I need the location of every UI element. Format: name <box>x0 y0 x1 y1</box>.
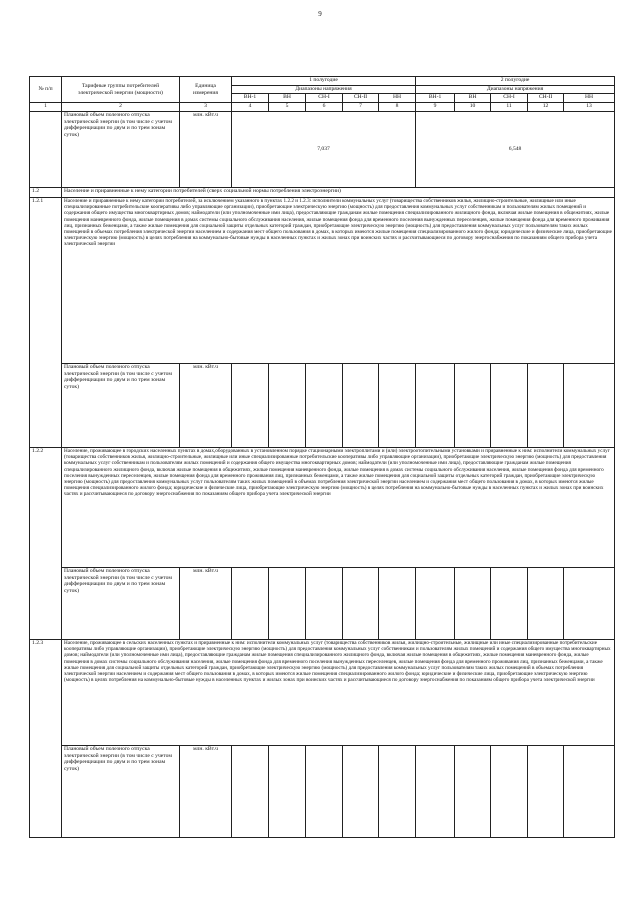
value-cell[interactable] <box>232 568 269 640</box>
planned-volume-label: Плановый объем полезного отпуска электрической энергии (в том числе с учетом дифференциации по двум и по трем зонам суток) <box>62 112 180 188</box>
voltage-level: НН <box>379 94 416 103</box>
value-cell[interactable] <box>306 364 343 448</box>
header-col-no: № п/п <box>30 77 62 103</box>
value-cell[interactable] <box>564 364 615 448</box>
section-1-2-1-planned-row <box>30 364 615 448</box>
section-1-2-1-row <box>30 198 615 364</box>
value-cell[interactable] <box>343 568 379 640</box>
section-description: Население и приравненные к нему категории потребителей, за исключением указанного в пунктах 1.2.2 и 1.2.3: исполнители коммунальных услуг (товарищества собственников жилья, жилищно-строительные, жилищные или иные специализированные потребительские кооперативы либо управляющие организации), приобретающие электрическую энергию (мощность) для предоставления коммунальных услуг собственникам и пользователям жилых помещений и содержания общего имущества многоквартирных домов; наймодатели (или уполномоченные ими лица), предоставляющие гражданам жилые помещения специализированного жилищного фонда, включая жилые помещения в общежитиях, жилые помещения маневренного фонда, жилые помещения в домах системы социального обслуживания населения, жилые помещения фонда для временного поселения вынужденных переселенцев, жилые помещения фонда для временного проживания лиц, признанных беженцами, а также жилые помещения для социальной защиты отдельных категорий граждан, приобретающие электрическую энергию (мощность) для предоставления коммунальных услуг пользователям таких жилых помещений в объемах потребления электрической энергии населением и содержания мест общего пользования в домах, в которых имеются жилые помещения специализированного жилого фонда; юридические и физические лица, приобретающие электрическую энергию (мощность) в целях потребления на коммунально-бытовые нужды в населенных пунктах и жилых зонах при воинских частях и рассчитывающиеся по договору энергоснабжения по показаниям общего прибора учета электрической энергии <box>62 198 615 364</box>
value-cell[interactable] <box>528 568 564 640</box>
column-number: 10 <box>455 103 491 112</box>
section-title: Население и приравненные к нему категории потребителей (сверх социальной нормы потребления электроэнергии) <box>62 188 615 198</box>
value-cell[interactable] <box>416 568 455 640</box>
header-col-groups: Тарифные группы потребителей электрической энергии (мощности) <box>62 77 180 103</box>
value-cell[interactable] <box>491 568 528 640</box>
planned-volume-label: Плановый объем полезного отпуска электрической энергии (в том числе с учетом дифференциации по двум и по трем зонам суток) <box>62 364 180 448</box>
row-number <box>30 112 62 188</box>
value-cell[interactable] <box>379 364 416 448</box>
header-voltage-label-2: Диапазоны напряжения <box>416 86 615 94</box>
value-cell[interactable] <box>232 746 269 838</box>
value-cell[interactable] <box>564 746 615 838</box>
planned-volume-row <box>30 112 615 188</box>
header-row-1 <box>30 77 615 86</box>
column-number: 9 <box>416 103 455 112</box>
section-number: 1.2.2 <box>30 448 62 640</box>
value-cell[interactable] <box>416 746 455 838</box>
column-number-row <box>30 103 615 112</box>
header-voltage-label-1: Диапазоны напряжения <box>232 86 416 94</box>
value-cell[interactable] <box>455 364 491 448</box>
unit-cell: млн. кВт.ч <box>180 112 232 188</box>
page-number: 9 <box>318 10 322 18</box>
value-cell[interactable] <box>491 364 528 448</box>
tariff-table <box>29 76 615 838</box>
section-number: 1.2.3 <box>30 640 62 838</box>
planned-volume-label: Плановый объем полезного отпуска электрической энергии (в том числе с учетом дифференциации по двум и по трем зонам суток) <box>62 568 180 640</box>
section-description: Население, проживающее в городских населенных пунктах в домах,оборудованных в установленном порядке стационарными электроплитами и (или) электроотопительными установками и приравненные к ним: исполнители коммунальных услуг (товарищества собственников жилья, жилищно-строительные, жилищные или иные специализированные потребительские кооперативы либо управляющие организации), приобретающие электрическую энергию (мощность) для предоставления коммунальных услуг собственникам и пользователям жилых помещений и содержания общего имущества многоквартирных домов; наймодатели (или уполномоченные ими лица), предоставляющие гражданам жилые помещения специализированного жилищного фонда, включая жилые помещения в общежитиях, жилые помещения маневренного фонда, жилые помещения в домах системы социального обслуживания населения, жилые помещения фонда для временного поселения вынужденных переселенцев, жилые помещения фонда для временного проживания лиц, признанных беженцами, а также жилые помещения для социальной защиты отдельных категорий граждан, приобретающие электрическую энергию (мощность) для предоставления коммунальных услуг пользователям таких жилых помещений в объемах потребления электрической энергии населением и содержания мест общего пользования в домах, в которых имеются жилые помещения специализированного жилого фонда; юридические и физические лица, приобретающие электрическую энергию (мощность) в целях потребления на коммунально-бытовые нужды в населенных пунктах и жилых зонах при воинских частях и рассчитывающиеся по договору энергоснабжения по показаниям общего прибора учета электрической энергии <box>62 448 615 568</box>
value-cell[interactable] <box>306 568 343 640</box>
section-1-2-3-planned-row <box>30 746 615 838</box>
value-cell[interactable] <box>455 746 491 838</box>
value-cell[interactable] <box>455 568 491 640</box>
voltage-level: СН-II <box>343 94 379 103</box>
value-cell[interactable] <box>269 746 306 838</box>
header-half-1: 1 полугодие <box>232 77 416 86</box>
voltage-level: СН-II <box>528 94 564 103</box>
column-number: 4 <box>232 103 269 112</box>
value-half-1: 7,037 <box>232 112 416 188</box>
value-cell[interactable] <box>269 568 306 640</box>
section-1-2-2-row <box>30 448 615 568</box>
section-number: 1.2.1 <box>30 198 62 448</box>
header-half-2: 2 полугодие <box>416 77 615 86</box>
header-col-unit: Единица измерения <box>180 77 232 103</box>
column-number: 5 <box>269 103 306 112</box>
value-cell[interactable] <box>528 746 564 838</box>
column-number: 2 <box>62 103 180 112</box>
voltage-level: ВН <box>455 94 491 103</box>
value-half-2: 6,548 <box>416 112 615 188</box>
value-cell[interactable] <box>379 746 416 838</box>
value-cell[interactable] <box>416 364 455 448</box>
value-cell[interactable] <box>232 364 269 448</box>
voltage-level: НН <box>564 94 615 103</box>
column-number: 3 <box>180 103 232 112</box>
value-cell[interactable] <box>564 568 615 640</box>
unit-cell: млн. кВт.ч <box>180 746 232 838</box>
section-description: Население, проживающее в сельских населенных пунктах и приравненные к ним: исполнители коммунальных услуг (товарищества собственников жилья, жилищно-строительные, жилищные или иные специализированные потребительские кооперативы либо управляющие организации), приобретающие электрическую энергию (мощность) для предоставления коммунальных услуг собственникам и пользователям жилых помещений и содержания общего имущества многоквартирных домов; наймодатели (или уполномоченные ими лица), предоставляющие гражданам жилые помещения специализированного жилищного фонда, включая жилые помещения в общежитиях, жилые помещения маневренного фонда, жилые помещения в домах системы социального обслуживания населения, жилые помещения фонда для временного поселения вынужденных переселенцев, жилые помещения фонда для временного проживания лиц, признанных беженцами, а также жилые помещения для социальной защиты отдельных категорий граждан, приобретающие электрическую энергию (мощность) для предоставления коммунальных услуг пользователям таких жилых помещений в объемах потребления электрической энергии населением и содержания мест общего пользования в домах, в которых имеются жилые помещения специализированного жилого фонда; юридические и физические лица, приобретающие электрическую энергию (мощность) в целях потребления на коммунально-бытовые нужды в населенных пунктах и жилых зонах при воинских частях и рассчитывающиеся по договору энергоснабжения по показаниям общего прибора учета электрической энергии <box>62 640 615 746</box>
voltage-level: СН-I <box>306 94 343 103</box>
value-cell[interactable] <box>379 568 416 640</box>
column-number: 1 <box>30 103 62 112</box>
section-1-2-2-planned-row <box>30 568 615 640</box>
unit-cell: млн. кВт.ч <box>180 364 232 448</box>
section-1-2-row <box>30 188 615 198</box>
column-number: 8 <box>379 103 416 112</box>
value-cell[interactable] <box>343 364 379 448</box>
value-cell[interactable] <box>343 746 379 838</box>
planned-volume-label: Плановый объем полезного отпуска электрической энергии (в том числе с учетом дифференциации по двум и по трем зонам суток) <box>62 746 180 838</box>
value-cell[interactable] <box>306 746 343 838</box>
section-number: 1.2 <box>30 188 62 198</box>
value-cell[interactable] <box>528 364 564 448</box>
value-cell[interactable] <box>269 364 306 448</box>
column-number: 12 <box>528 103 564 112</box>
voltage-level: ВН <box>269 94 306 103</box>
voltage-level: ВН-1 <box>232 94 269 103</box>
column-number: 7 <box>343 103 379 112</box>
tariff-table-wrapper <box>29 76 614 838</box>
voltage-level: СН-I <box>491 94 528 103</box>
section-1-2-3-row <box>30 640 615 746</box>
column-number: 11 <box>491 103 528 112</box>
value-cell[interactable] <box>491 746 528 838</box>
unit-cell: млн. кВт.ч <box>180 568 232 640</box>
column-number: 6 <box>306 103 343 112</box>
column-number: 13 <box>564 103 615 112</box>
voltage-level: ВН-1 <box>416 94 455 103</box>
